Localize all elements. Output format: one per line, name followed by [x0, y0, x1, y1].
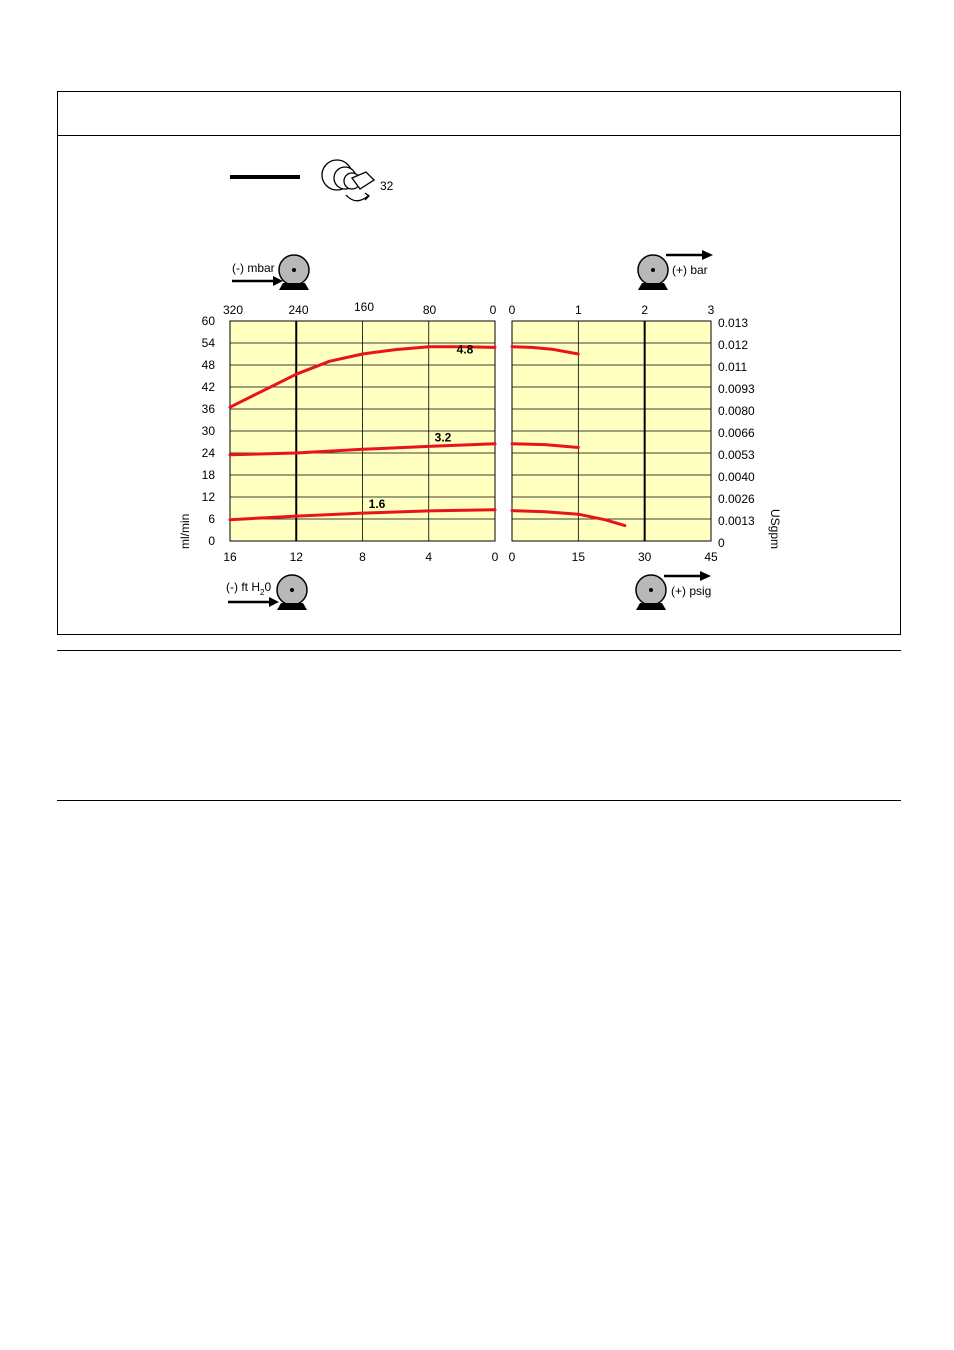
x-top-tick-label-right: 2	[641, 303, 649, 317]
pumphead-rotation-icon	[322, 160, 374, 201]
series-label: 1.6	[368, 497, 386, 512]
x-bottom-tick-label-right: 30	[637, 550, 652, 564]
x-bottom-tick-label-left: 12	[289, 550, 303, 564]
y-tick-label-right: 0.0040	[718, 470, 755, 484]
legend	[230, 160, 394, 201]
x-bottom-tick-label-right: 15	[571, 550, 586, 564]
y-tick-label-left: 48	[201, 358, 215, 372]
y-tick-label-right: 0.011	[718, 360, 748, 374]
legend-speed-label: 32	[380, 179, 394, 193]
x-bottom-tick-label-left: 16	[223, 550, 237, 564]
y-tick-label-left: 36	[201, 402, 215, 416]
pump-icon-pressure-bar	[638, 255, 668, 290]
series-label: 4.8	[456, 342, 474, 357]
x-top-tick-label-left: 0	[489, 303, 497, 317]
x-top-tick-label-left: 160	[353, 300, 375, 314]
pump-icon-vacuum-mbar	[279, 255, 309, 290]
x-bottom-tick-label-left: 4	[425, 550, 433, 564]
x-bottom-tick-label-left: 8	[359, 550, 366, 564]
y-tick-label-right: 0.0013	[718, 514, 755, 528]
y-tick-label-right: 0.013	[718, 316, 749, 330]
series-label: 3.2	[434, 430, 452, 445]
y-tick-label-right: 0.0066	[718, 426, 755, 440]
arrow-right-icon	[228, 597, 279, 607]
x-top-tick-label-right: 1	[574, 303, 582, 317]
x-bottom-tick-label-right: 45	[704, 550, 718, 564]
pump-icon-vacuum-ft	[277, 575, 307, 610]
y-tick-label-right: 0.0026	[718, 492, 755, 506]
vacuum-bottom-unit-label: (-) ft $H_20$	[226, 580, 272, 597]
y-tick-label-left: 60	[201, 314, 215, 328]
y-tick-label-right: 0.0093	[718, 382, 755, 396]
y-tick-label-right: 0	[718, 536, 725, 550]
y-tick-label-left: 6	[208, 512, 215, 526]
vacuum-top-unit-label: (-) mbar	[232, 261, 275, 275]
x-top-tick-label-left: 240	[288, 303, 309, 317]
y-tick-label-left: 18	[201, 468, 215, 482]
x-top-tick-label-left: 80	[422, 303, 437, 317]
arrow-right-icon	[232, 276, 283, 286]
arrow-right-icon	[666, 250, 713, 260]
y-tick-label-left: 30	[201, 424, 215, 438]
x-top-tick-label-left: 320	[222, 303, 244, 317]
y-tick-label-left: 0	[208, 534, 215, 548]
y-tick-label-left: 54	[201, 336, 215, 350]
y-tick-label-left: 24	[201, 446, 215, 460]
pressure-top-unit-label: (+) bar	[672, 263, 708, 277]
y-tick-label-right: 0.0053	[718, 448, 755, 462]
x-top-tick-label-right: 3	[707, 303, 715, 317]
pump-icon-pressure-psig	[636, 575, 666, 610]
y-tick-label-left: 12	[201, 490, 215, 504]
x-bottom-tick-label-right: 0	[508, 550, 516, 564]
x-bottom-tick-label-left: 0	[491, 550, 499, 564]
y-tick-label-right: 0.012	[718, 338, 749, 352]
x-top-tick-label-right: 0	[508, 303, 516, 317]
y-axis-right-label: USgpm	[768, 509, 782, 550]
y-tick-label-left: 42	[201, 380, 215, 394]
arrow-right-icon	[664, 571, 711, 581]
y-axis-left-label: ml/min	[178, 513, 192, 549]
pressure-bottom-unit-label: (+) psig	[671, 584, 712, 598]
y-tick-label-right: 0.0080	[718, 404, 755, 418]
